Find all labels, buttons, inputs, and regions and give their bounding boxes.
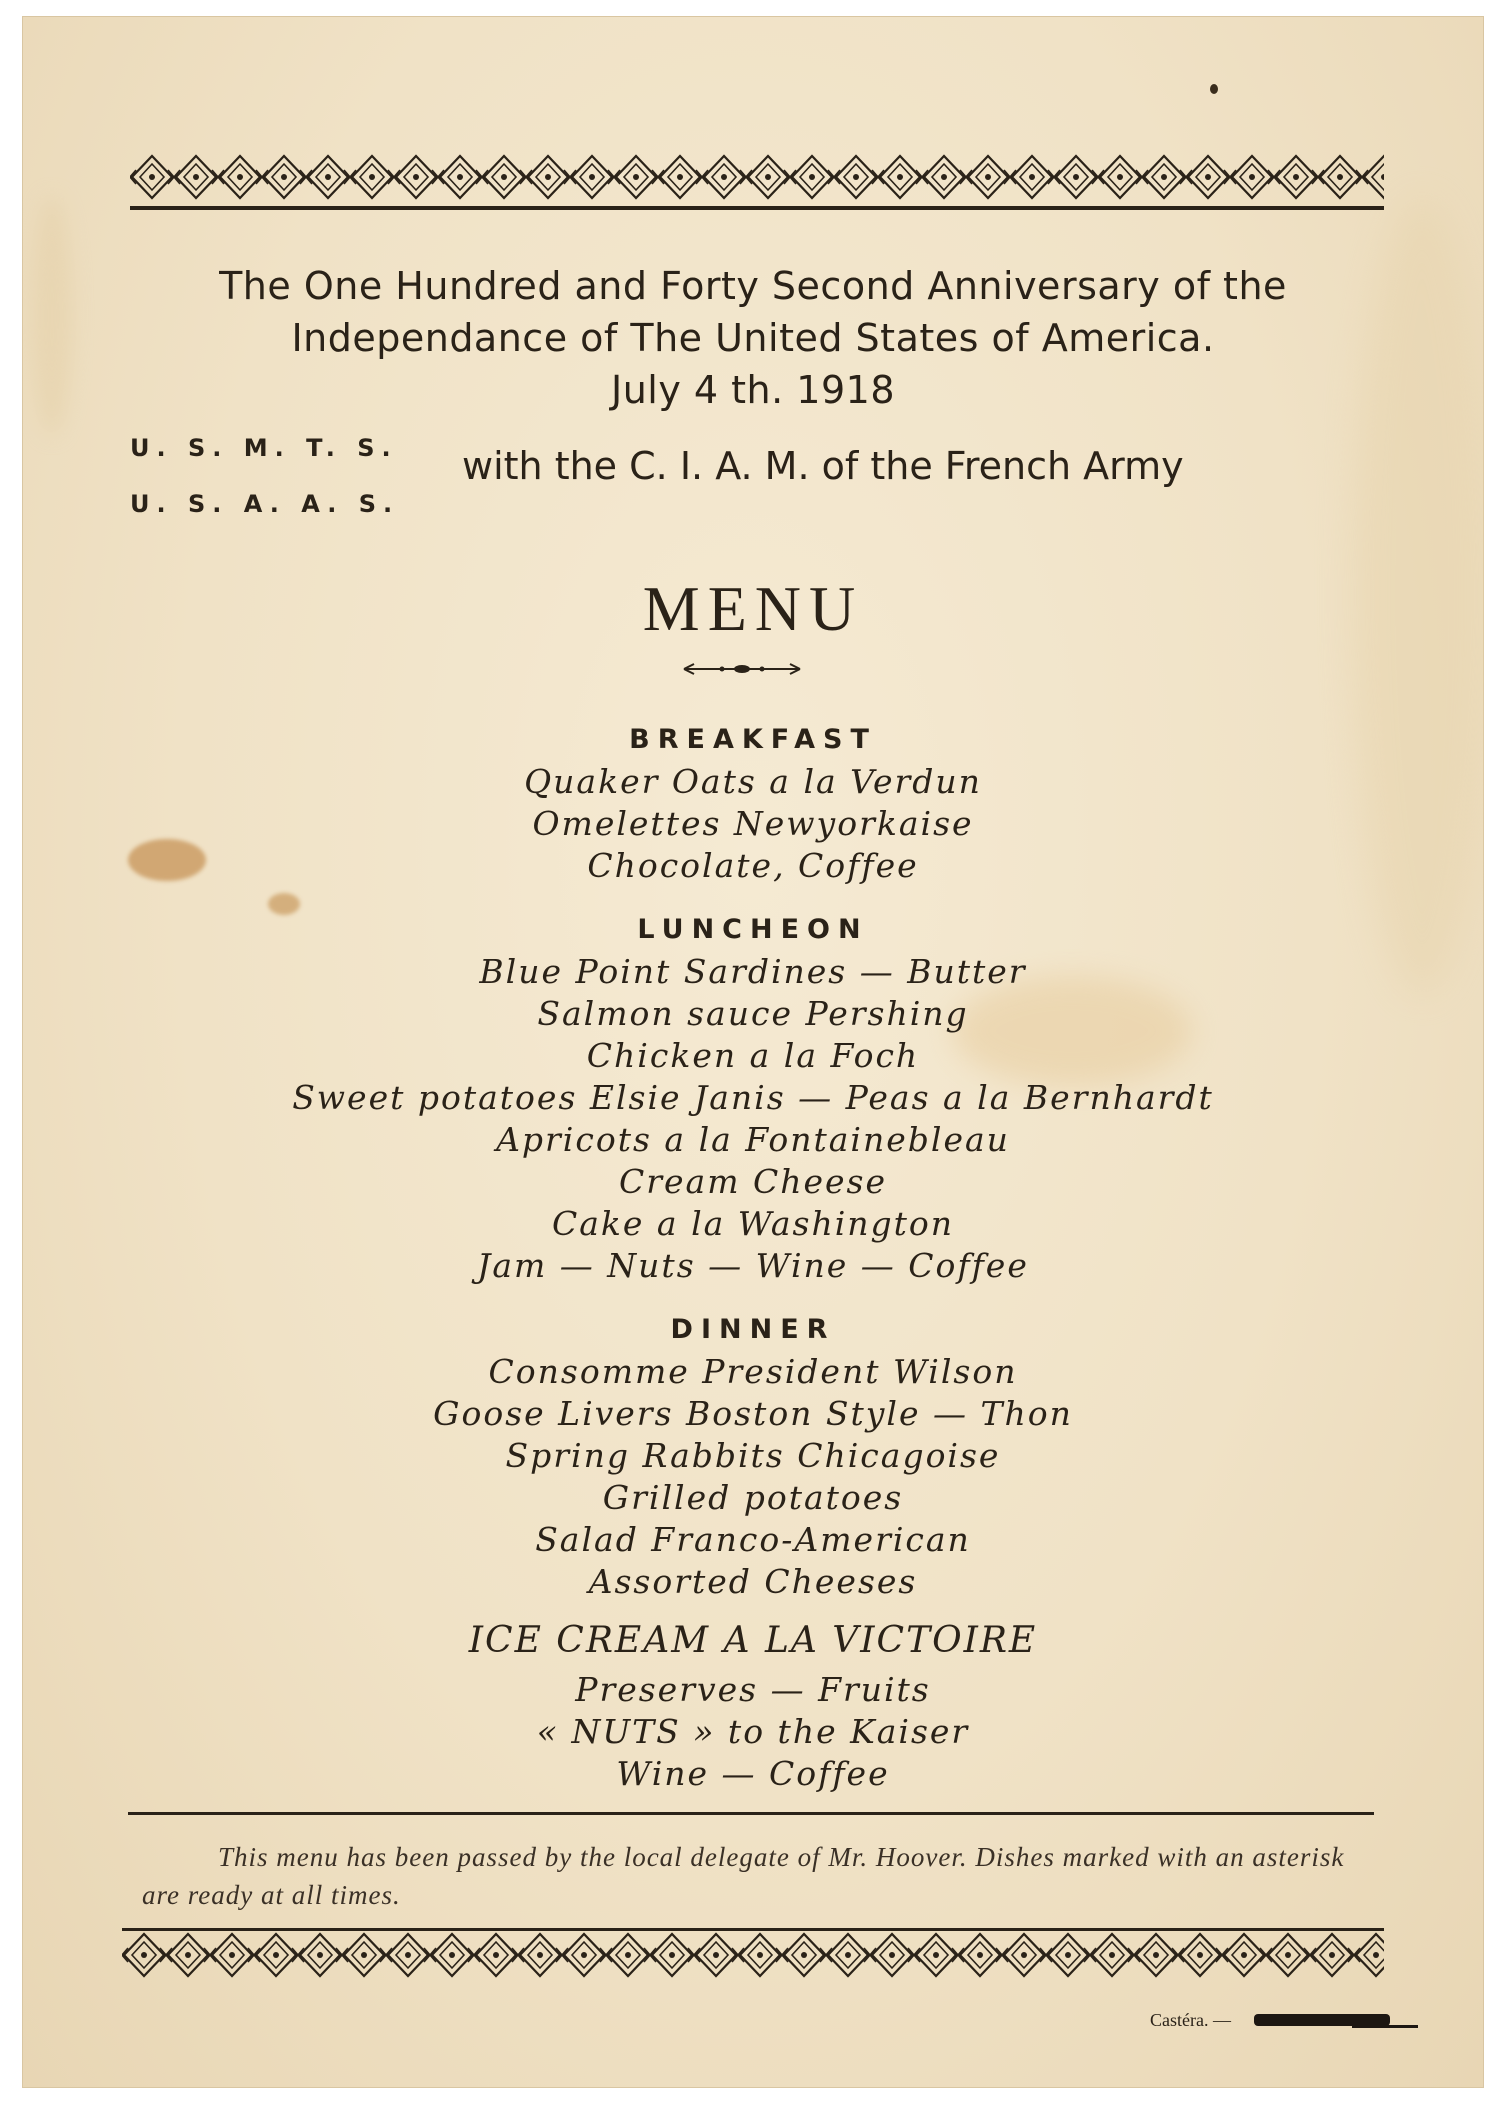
divider-rule <box>130 206 1384 210</box>
menu-card <box>22 16 1484 2088</box>
dinner-heading: DINNER <box>670 1314 836 1345</box>
independence-line: Independance of The United States of America. <box>291 316 1215 360</box>
menu-item: Chocolate, Coffee <box>587 846 919 885</box>
french-army-line: with the C. I. A. M. of the French Army <box>462 444 1184 488</box>
menu-item: Chicken a la Foch <box>586 1036 920 1075</box>
divider-rule <box>128 1812 1374 1815</box>
menu-item: Grilled potatoes <box>602 1478 904 1517</box>
menu-item: Sweet potatoes Elsie Janis — Peas a la Bernhardt <box>292 1078 1214 1117</box>
event-date: July 4 th. 1918 <box>610 368 896 412</box>
hoover-footnote: This menu has been passed by the local delegate of Mr. Hoover. Dishes marked with an asterisk are ready at all times. <box>142 1842 1345 1910</box>
menu-item: Preserves — Fruits <box>575 1670 931 1709</box>
menu-title: MENU <box>642 573 864 644</box>
menu-item: Wine — Coffee <box>616 1754 890 1793</box>
menu-item: Consomme President Wilson <box>488 1352 1018 1391</box>
menu-item: Goose Livers Boston Style — Thon <box>433 1394 1073 1433</box>
menu-item: Cake a la Washington <box>551 1204 955 1243</box>
org-usmts: U. S. M. T. S. <box>130 434 398 462</box>
menu-item: Spring Rabbits Chicagoise <box>505 1436 1001 1475</box>
breakfast-heading: BREAKFAST <box>629 724 877 755</box>
menu-item: Apricots a la Fontainebleau <box>496 1120 1010 1159</box>
ornamental-border-bottom <box>122 1928 1384 1982</box>
menu-item: Blue Point Sardines — Butter <box>479 952 1027 991</box>
flourish-ornament <box>682 661 802 677</box>
menu-item: Salad Franco-American <box>535 1520 971 1559</box>
dessert-headline: ICE CREAM A LA VICTOIRE <box>468 1620 1038 1661</box>
paper-speck <box>1210 84 1218 94</box>
paper-stain <box>268 893 300 915</box>
menu-item: Jam — Nuts — Wine — Coffee <box>477 1246 1029 1285</box>
ornamental-border-top <box>130 150 1384 204</box>
luncheon-heading: LUNCHEON <box>637 914 869 945</box>
menu-item: Salmon sauce Pershing <box>537 994 969 1033</box>
menu-item: Assorted Cheeses <box>588 1562 918 1601</box>
printer-mark: Castéra. — <box>1150 2010 1231 2030</box>
menu-item: « NUTS » to the Kaiser <box>536 1712 970 1751</box>
menu-item: Cream Cheese <box>618 1162 888 1201</box>
org-usaas: U. S. A. A. S. <box>130 490 400 518</box>
ink-redaction-tail <box>1352 2025 1418 2028</box>
menu-item: Quaker Oats a la Verdun <box>524 762 982 801</box>
menu-item: Omelettes Newyorkaise <box>532 804 974 843</box>
anniversary-line: The One Hundred and Forty Second Anniversary of the <box>219 264 1287 308</box>
